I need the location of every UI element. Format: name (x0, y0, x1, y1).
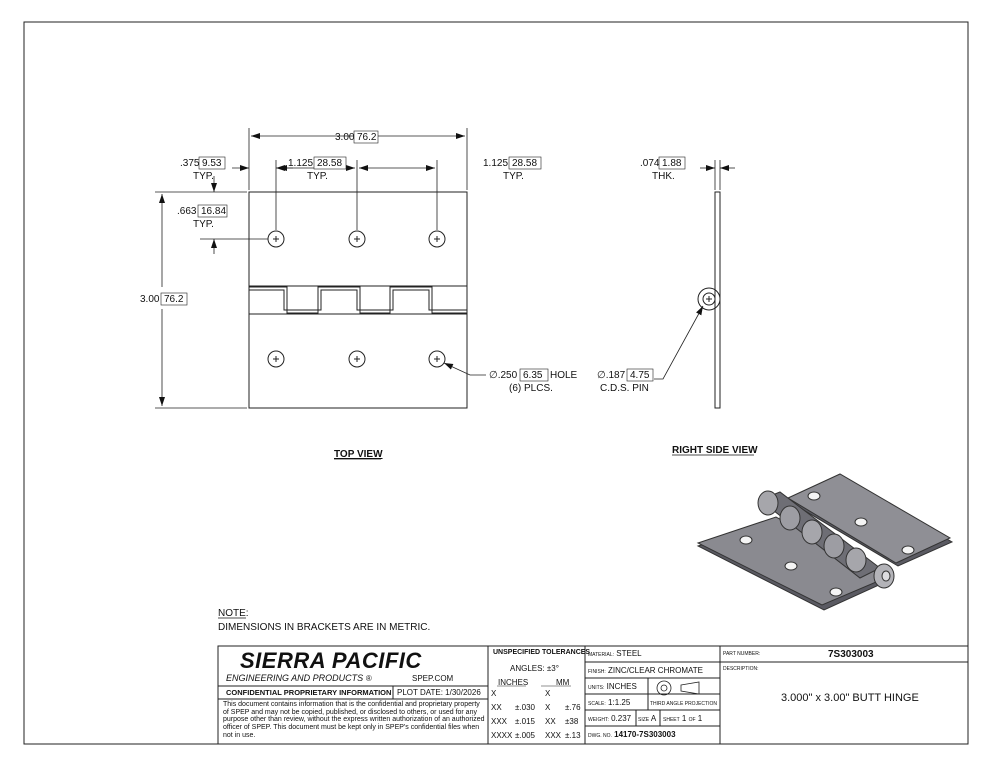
material-value: STEEL (616, 649, 642, 658)
projection-label: THIRD ANGLE PROJECTION (650, 701, 717, 707)
isometric-view (698, 474, 952, 610)
material-label: MATERIAL: (588, 652, 615, 658)
tol-mm-format: X (545, 689, 551, 698)
description: 3.000" x 3.00" BUTT HINGE (781, 692, 919, 704)
company-subtitle: ENGINEERING AND PRODUCTS (226, 673, 364, 683)
sheet-value: 1 (681, 714, 687, 723)
pin-callout-mm: 4.75 (630, 370, 650, 381)
weight-value: 0.237 (611, 714, 632, 723)
of-label: OF (688, 717, 696, 723)
inches-label: INCHES (498, 678, 529, 687)
part-number: 7S303003 (828, 649, 874, 660)
weight-label: WEIGHT: (588, 717, 609, 723)
pin-callout-diameter: ∅.187 (597, 370, 626, 381)
hole-spacing-2-mm: 28.58 (512, 158, 538, 169)
right-side-view-label: RIGHT SIDE VIEW (672, 445, 758, 456)
sheet-border (24, 22, 968, 744)
overall-height-mm: 76.2 (164, 294, 184, 305)
registered-mark: ® (365, 674, 372, 683)
finish-value: ZINC/CLEAR CHROMATE (608, 666, 703, 675)
dwg-no-label: DWG. NO. (588, 733, 612, 739)
pin-callout-note: C.D.S. PIN (600, 383, 649, 394)
hole-spacing-1-note: TYP. (307, 171, 328, 182)
hole-callout-type: HOLE (550, 370, 578, 381)
top-view-label: TOP VIEW (334, 449, 383, 460)
thickness-mm: 1.88 (662, 158, 682, 169)
right-side-view (698, 192, 720, 408)
scale-label: SCALE: (588, 701, 606, 707)
hole-spacing-1-mm: 28.58 (317, 158, 343, 169)
edge-offset-note: TYP. (193, 171, 214, 182)
finish-row (588, 666, 703, 675)
note-heading: NOTE: (218, 608, 249, 619)
tol-mm-format: XX (545, 717, 556, 726)
hole-spacing-2-note: TYP. (503, 171, 524, 182)
tol-inch-format: X (491, 689, 497, 698)
knuckle-profile (249, 286, 467, 314)
confidential-heading: CONFIDENTIAL PROPRIETARY INFORMATION (226, 688, 392, 697)
hole-callout-mm: 6.35 (523, 370, 543, 381)
thickness-note: THK. (652, 171, 675, 182)
description-label: DESCRIPTION: (723, 666, 759, 672)
sheet-label: SHEET (663, 717, 680, 723)
tol-inch-value: ±.030 (515, 703, 535, 712)
hole-callout-diameter: ∅.250 (489, 370, 518, 381)
hole-spacing-1-value: 1.125 (288, 158, 314, 169)
dimension-labels (140, 131, 685, 394)
size-value: A (650, 714, 657, 723)
finish-label: FINISH: (588, 669, 606, 675)
tol-mm-format: XXX (545, 731, 562, 740)
side-view-dimensions (654, 160, 735, 379)
overall-width-value: 3.00 (335, 132, 355, 143)
tol-mm-value: ±.13 (565, 731, 581, 740)
tol-inch-format: XXXX (491, 731, 513, 740)
dwg-no-value: 14170-7S303003 (614, 730, 676, 739)
tol-inch-format: XX (491, 703, 502, 712)
company-subtitle-group (226, 673, 372, 683)
tol-inch-format: XXX (491, 717, 508, 726)
dwg-no-row (588, 730, 676, 739)
company-website: SPEP.COM (412, 674, 454, 683)
edge-offset-mm: 9.53 (202, 158, 222, 169)
edge-offset-value: .375 (180, 158, 200, 169)
tol-mm-format: X (545, 703, 551, 712)
plot-date: 1/30/2026 (445, 688, 481, 697)
units-value: INCHES (606, 682, 637, 691)
angles-tolerance: ANGLES: ±3° (510, 664, 559, 673)
vertical-offset-value: .663 (177, 206, 197, 217)
units-row (588, 682, 637, 691)
tol-mm-value: ±.76 (565, 703, 581, 712)
sheet-total: 1 (697, 714, 703, 723)
vertical-offset-note: TYP. (193, 219, 214, 230)
lower-leaf-outline (249, 314, 467, 408)
scale-row (588, 698, 630, 707)
tol-mm-value: ±38 (565, 717, 579, 726)
confidential-text: This document contains information that is the confidential and proprietary property of SPEP and may not be copied, published, or disclosed to others, or used for any purpose other than review, without the express written authorization of an authorized officer of SPEP. This document must be kept only in SPEP's confidential files when not in use. (223, 701, 485, 739)
material-row (588, 649, 642, 658)
vertical-offset-mm: 16.84 (201, 206, 227, 217)
tol-inch-value: ±.015 (515, 717, 535, 726)
hole-spacing-2-value: 1.125 (483, 158, 509, 169)
plot-date-group (397, 688, 481, 697)
thickness-value: .074 (640, 158, 660, 169)
mm-label: MM (556, 678, 570, 687)
weight-row (588, 714, 631, 723)
upper-holes (268, 231, 445, 247)
overall-width-mm: 76.2 (357, 132, 377, 143)
sheet-row (663, 714, 702, 723)
overall-height-value: 3.00 (140, 294, 160, 305)
units-label: UNITS: (588, 685, 605, 691)
tol-inch-value: ±.005 (515, 731, 535, 740)
top-view (249, 192, 467, 408)
note-text: DIMENSIONS IN BRACKETS ARE IN METRIC. (218, 622, 431, 633)
hole-callout-count: (6) PLCS. (509, 383, 553, 394)
size-row (638, 714, 656, 723)
plot-date-label: PLOT DATE: (397, 688, 443, 697)
part-number-label: PART NUMBER: (723, 651, 761, 657)
company-name: SIERRA PACIFIC (240, 648, 422, 673)
side-leaf (715, 192, 720, 408)
tolerances-heading: UNSPECIFIED TOLERANCES (493, 649, 591, 656)
top-view-dimensions (155, 128, 486, 408)
size-label: SIZE (638, 717, 650, 723)
scale-value: 1:1.25 (608, 698, 631, 707)
lower-holes (268, 351, 445, 367)
